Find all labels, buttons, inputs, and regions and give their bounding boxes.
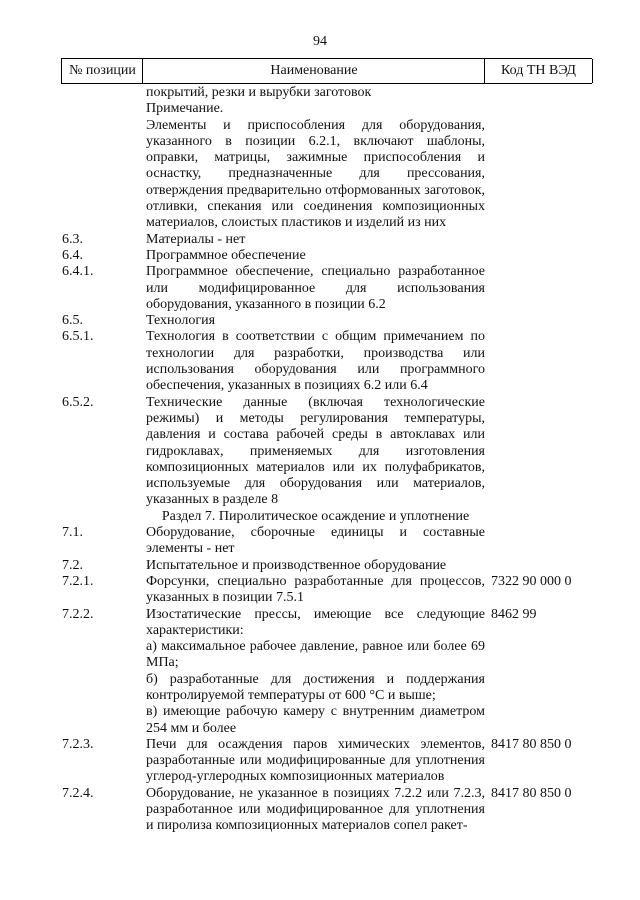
table-row [0, 558, 640, 574]
table-row [0, 786, 640, 835]
table-row [0, 672, 640, 705]
table-row [0, 248, 640, 264]
position-number: 6.5. [62, 313, 83, 329]
table-row [0, 85, 640, 101]
item-name: а) максимальное рабочее давление, равное или более 69 МПа; [146, 639, 485, 671]
item-name: Испытательное и производственное оборудование [146, 557, 447, 573]
tn-ved-code: 7322 90 000 0 [491, 573, 572, 589]
position-number: 6.3. [62, 231, 83, 247]
position-number: 7.2. [62, 557, 83, 573]
table-row [0, 395, 640, 509]
table-row [0, 329, 640, 394]
item-name: Программное обеспечение [146, 247, 306, 263]
table-row [0, 313, 640, 329]
header-code: Код ТН ВЭД [484, 59, 593, 83]
item-name: в) имеющие рабочую камеру с внутренним диаметром 254 мм и более [146, 704, 485, 736]
table-row [0, 509, 640, 525]
item-name: покрытий, резки и вырубки заготовок [146, 85, 372, 100]
position-number: 7.1. [62, 525, 83, 541]
item-name: Изостатические прессы, имеющие все следующие характеристики: [146, 606, 485, 638]
item-name: Оборудование, не указанное в позициях 7.2.2 или 7.2.3, разработанное или модифицированное для уплотнения и пиролиза композиционных материалов сопел ракет- [146, 785, 485, 834]
item-name: Оборудование, сборочные единицы и составные элементы - нет [146, 525, 485, 557]
position-number: 7.2.3. [62, 736, 94, 752]
item-name: Форсунки, специально разработанные для процессов, указанных в позиции 7.5.1 [146, 573, 485, 606]
page-number: 94 [313, 34, 327, 49]
table-row [0, 118, 640, 232]
table-row [0, 525, 640, 558]
item-name: Элементы и приспособления для оборудования, указанного в позиции 6.2.1, включают шаблоны, оправки, матрицы, зажимные приспособления и оснастку, предназначенные для прессования, отверждения предварительно отформованных заготовок, отливки, спекания или соединения композиционных материалов, слоистых пластиков и изделий из них [146, 117, 485, 231]
table-row [0, 101, 640, 117]
item-name: Программное обеспечение, специально разработанное или модифицированное для использования оборудования, указанного в позиции 6.2 [146, 264, 485, 312]
position-number: 6.4. [62, 247, 83, 263]
position-number: 7.2.1. [62, 573, 94, 589]
position-number: 7.2.2. [62, 606, 94, 622]
table-row [0, 704, 640, 737]
tn-ved-code: 8417 80 850 0 [491, 736, 572, 752]
tn-ved-code: 8462 99 [491, 606, 537, 622]
table-row [0, 639, 640, 672]
item-name: Материалы - нет [146, 231, 246, 247]
table-header [61, 58, 592, 84]
table-row [0, 232, 640, 248]
table-body [0, 85, 640, 835]
table-row [0, 574, 640, 607]
position-number: 6.5.2. [62, 394, 94, 410]
header-name: Наименование [142, 59, 485, 83]
table-row [0, 737, 640, 786]
section-heading: Раздел 7. Пиролитическое осаждение и уплотнение [161, 508, 470, 524]
item-name: Технология в соответствии с общим примечанием по технологии для разработки, производства или использования оборудования или программного обеспечения, указанных в позициях 6.2 или 6.4 [146, 329, 485, 394]
position-number: 7.2.4. [62, 785, 94, 801]
item-name: Технология [146, 313, 216, 329]
position-number: 6.4.1. [62, 264, 94, 280]
item-name: Примечание. [146, 101, 224, 117]
table-row [0, 264, 640, 313]
item-name: Технические данные (включая технологические режимы) и методы регулирования температуры, давления и состава рабочей среды в автоклавах или гидроклавах, применяемых для изготовления композиционных материалов или их полуфабрикатов, используемые для оборудования или материалов, указанных в разделе 8 [146, 394, 485, 508]
table-row [0, 607, 640, 640]
tn-ved-code: 8417 80 850 0 [491, 785, 572, 801]
item-name: б) разработанные для достижения и поддержания контролируемой температуры от 600 °С и выше; [146, 671, 485, 703]
item-name: Печи для осаждения паров химических элементов, разработанные или модифицированные для уплотнения углерод-углеродных композиционных материалов [146, 736, 485, 785]
header-position-number: № позиции [61, 59, 143, 83]
position-number: 6.5.1. [62, 329, 94, 345]
